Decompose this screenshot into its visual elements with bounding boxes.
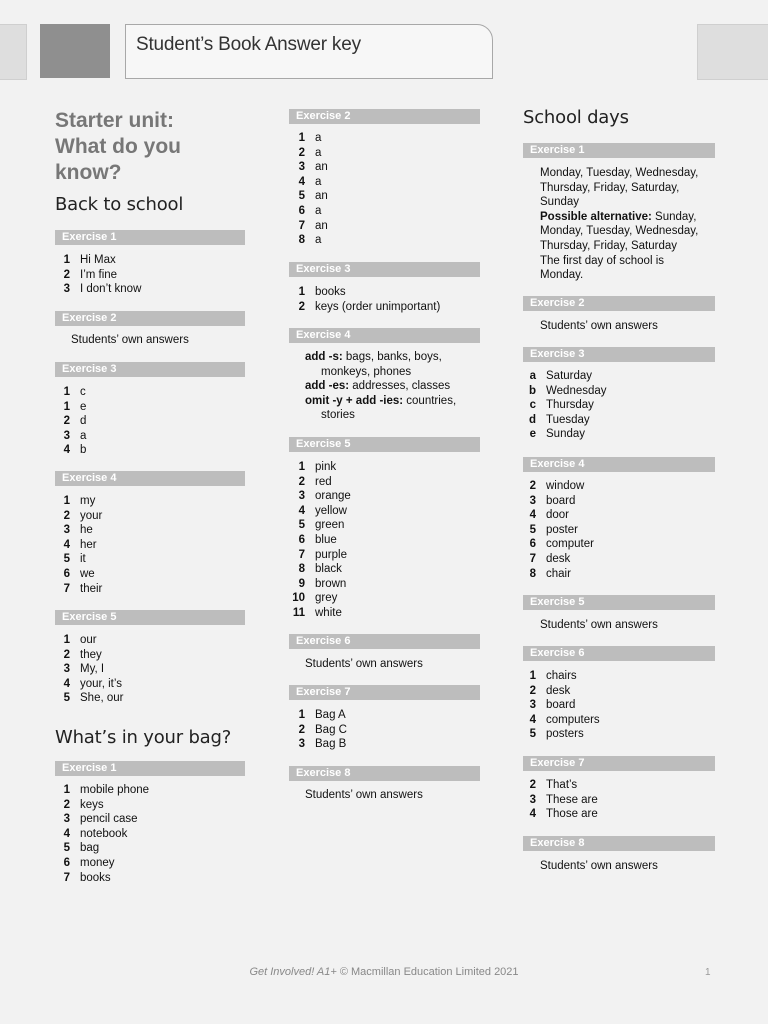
- item-number: 5: [529, 728, 536, 741]
- item-answer: Hi Max: [80, 254, 116, 266]
- answer-list: [516, 669, 600, 742]
- item-number: 10: [292, 592, 305, 605]
- item-answer: it: [80, 553, 86, 566]
- exercise-header: Exercise 2: [523, 296, 715, 311]
- exercise-header: Exercise 2: [289, 109, 480, 124]
- item-answer: c: [80, 386, 86, 398]
- list-item: [285, 708, 347, 723]
- list-item: [516, 427, 607, 442]
- item-number: 8: [298, 563, 305, 576]
- list-item: [50, 443, 86, 458]
- list-item: [50, 871, 149, 886]
- item-number: 3: [529, 793, 536, 806]
- item-number: 7: [298, 548, 305, 561]
- answer-list: [516, 369, 607, 442]
- list-item: [50, 429, 86, 444]
- item-answer: an: [315, 219, 328, 232]
- answer-list: [285, 285, 440, 314]
- answer-list: [50, 253, 141, 297]
- list-item: [516, 669, 600, 684]
- item-answer: a: [315, 234, 322, 247]
- unit-title-line-1: Starter unit:: [55, 109, 175, 132]
- rule-text: bags, banks, boys,: [342, 351, 442, 363]
- footer-book-title: Get Involved! A1+: [249, 966, 337, 978]
- item-number: 1: [298, 132, 305, 144]
- item-number: 4: [529, 808, 536, 821]
- list-item: [516, 698, 600, 713]
- answer-text: Students’ own answers: [305, 789, 423, 801]
- item-answer: That’s: [546, 779, 578, 791]
- answer-line: Monday, Tuesday, Wednesday,: [540, 225, 699, 238]
- answer-line: Monday.: [540, 269, 584, 282]
- list-item: [50, 648, 123, 663]
- item-number: 1: [529, 670, 536, 682]
- list-item: [285, 518, 351, 533]
- item-answer: She, our: [80, 692, 124, 705]
- list-item: [516, 713, 600, 728]
- item-answer: pink: [315, 461, 337, 473]
- rule-label: add -s:: [305, 351, 343, 363]
- item-answer: My, I: [80, 663, 105, 676]
- item-answer: mobile phone: [80, 784, 150, 796]
- item-number: 8: [529, 567, 536, 580]
- list-item: [285, 189, 328, 204]
- item-number: 7: [63, 582, 70, 595]
- exercise-header: Exercise 3: [523, 347, 715, 362]
- list-item: [285, 562, 351, 577]
- item-answer: desk: [546, 684, 571, 697]
- item-number: 5: [63, 842, 70, 855]
- page-number: 1: [705, 967, 711, 978]
- item-number: 2: [63, 798, 70, 811]
- answer-text: Students’ own answers: [540, 619, 658, 631]
- item-number: 1: [63, 254, 70, 266]
- item-answer: pencil case: [80, 813, 138, 826]
- item-answer: orange: [315, 490, 351, 503]
- list-item: [50, 538, 102, 553]
- item-answer: our: [80, 634, 97, 646]
- item-number: 1: [63, 400, 70, 413]
- item-number: 3: [63, 283, 70, 296]
- item-number: 6: [298, 533, 305, 546]
- item-answer: computer: [546, 538, 594, 551]
- item-answer: an: [315, 161, 328, 174]
- list-item: [285, 606, 351, 621]
- exercise-header: Exercise 4: [55, 471, 245, 486]
- item-answer: your: [80, 509, 103, 522]
- item-number: 3: [298, 161, 305, 174]
- exercise-header: Exercise 7: [289, 685, 480, 700]
- item-answer: a: [315, 175, 322, 188]
- item-answer: books: [80, 871, 111, 884]
- rule-text: stories: [321, 409, 355, 422]
- left-edge-tab: [0, 24, 27, 80]
- item-number: 4: [63, 444, 70, 457]
- item-number: 1: [63, 495, 70, 507]
- item-answer: notebook: [80, 827, 128, 840]
- list-item: [516, 552, 594, 567]
- list-item: [50, 523, 102, 538]
- item-number: 11: [292, 606, 305, 619]
- answer-list: [50, 633, 123, 706]
- item-answer: board: [546, 699, 576, 712]
- item-number: 2: [298, 300, 305, 313]
- list-item: [50, 582, 102, 597]
- list-item: [285, 146, 328, 161]
- item-answer: black: [315, 563, 342, 576]
- item-number: 1: [63, 784, 70, 796]
- list-item: [50, 552, 102, 567]
- rule-text: monkeys, phones: [321, 365, 412, 378]
- item-answer: purple: [315, 548, 347, 561]
- exercise-header: Exercise 4: [289, 328, 480, 343]
- item-number: 6: [63, 567, 70, 580]
- list-item: [516, 567, 594, 582]
- list-item: [516, 508, 594, 523]
- list-item: [285, 723, 347, 738]
- item-number: 4: [529, 509, 536, 522]
- item-answer: red: [315, 475, 332, 488]
- item-answer: keys: [80, 798, 104, 811]
- item-number: 3: [529, 699, 536, 712]
- answer-text: Students’ own answers: [305, 658, 423, 670]
- item-answer: keys (order unimportant): [315, 300, 441, 313]
- item-answer: your, it’s: [80, 677, 122, 690]
- list-item: [50, 567, 102, 582]
- item-answer: a: [315, 204, 322, 217]
- item-number: e: [529, 428, 536, 441]
- exercise-header: Exercise 3: [55, 362, 245, 377]
- list-item: [285, 591, 351, 606]
- list-item: [50, 282, 141, 297]
- item-number: 3: [298, 738, 305, 751]
- item-answer: b: [80, 444, 87, 457]
- answer-list: [285, 460, 351, 621]
- item-number: 2: [63, 509, 70, 522]
- item-number: 4: [529, 713, 536, 726]
- list-item: [285, 577, 351, 592]
- item-answer: board: [546, 494, 576, 507]
- item-number: 1: [298, 709, 305, 721]
- answer-line: Sunday: [540, 196, 580, 209]
- item-number: 5: [298, 190, 305, 203]
- answer-line: Monday, Tuesday, Wednesday,: [540, 167, 699, 179]
- answer-line: Sunday,: [651, 210, 697, 223]
- list-item: [285, 533, 351, 548]
- answer-list: [50, 385, 86, 458]
- item-answer: desk: [546, 552, 571, 565]
- footer-credit: [0, 966, 768, 978]
- rule-label: omit -y + add -ies:: [305, 394, 404, 407]
- item-answer: brown: [315, 577, 347, 590]
- page-title: Student’s Book Answer key: [136, 34, 361, 55]
- item-number: 3: [63, 524, 70, 537]
- item-number: 3: [298, 490, 305, 503]
- item-number: 2: [63, 268, 70, 281]
- list-item: [516, 523, 594, 538]
- item-answer: These are: [546, 793, 598, 806]
- item-answer: Wednesday: [546, 384, 607, 397]
- item-number: 3: [63, 813, 70, 826]
- list-item: [516, 398, 607, 413]
- answer-text: Students’ own answers: [71, 334, 189, 346]
- item-number: 1: [63, 386, 70, 398]
- answer-list: [285, 708, 347, 752]
- list-item: [50, 268, 141, 283]
- item-number: 2: [529, 684, 536, 697]
- item-number: c: [529, 399, 536, 412]
- list-item: [516, 369, 607, 384]
- item-answer: a: [80, 429, 87, 442]
- answer-paragraph: [540, 166, 698, 283]
- item-answer: bag: [80, 842, 100, 855]
- exercise-header: Exercise 4: [523, 457, 715, 472]
- item-answer: Saturday: [546, 370, 593, 382]
- list-item: [285, 204, 328, 219]
- answer-list: [285, 131, 328, 248]
- list-item: [516, 684, 600, 699]
- list-item: [516, 727, 600, 742]
- exercise-header: Exercise 8: [523, 836, 715, 851]
- list-item: [516, 494, 594, 509]
- item-number: 4: [63, 677, 70, 690]
- exercise-header: Exercise 2: [55, 311, 245, 326]
- section-title-back-to-school: Back to school: [55, 194, 184, 215]
- answer-line: Thursday, Friday, Saturday: [540, 239, 677, 252]
- exercise-header: Exercise 1: [523, 143, 715, 158]
- list-item: [50, 633, 123, 648]
- item-answer: grey: [315, 592, 338, 605]
- item-answer: books: [315, 286, 346, 298]
- item-number: 2: [298, 475, 305, 488]
- section-title-school-days: School days: [523, 107, 629, 128]
- list-item: [285, 475, 351, 490]
- item-answer: Bag A: [315, 709, 346, 721]
- item-answer: e: [80, 400, 87, 413]
- item-answer: their: [80, 582, 103, 595]
- item-answer: I don’t know: [80, 283, 142, 296]
- item-answer: posters: [546, 728, 584, 741]
- item-number: 4: [298, 504, 305, 517]
- list-item: [285, 285, 440, 300]
- list-item: [516, 479, 594, 494]
- item-answer: Those are: [546, 808, 598, 821]
- item-number: 7: [529, 552, 536, 565]
- item-number: d: [528, 413, 536, 426]
- item-answer: door: [546, 509, 570, 522]
- footer-copyright: © Macmillan Education Limited 2021: [336, 966, 519, 978]
- exercise-header: Exercise 5: [55, 610, 245, 625]
- item-number: 1: [298, 286, 305, 298]
- item-number: 2: [298, 146, 305, 159]
- item-answer: window: [546, 480, 585, 492]
- item-number: 4: [298, 175, 305, 188]
- exercise-header: Exercise 1: [55, 230, 245, 245]
- list-item: [285, 300, 440, 315]
- section-title-whats-in-your-bag: What’s in your bag?: [55, 727, 232, 748]
- list-item: [516, 537, 594, 552]
- item-number: 2: [63, 648, 70, 661]
- item-answer: Bag B: [315, 738, 347, 751]
- item-answer: a: [315, 146, 322, 159]
- list-item: [285, 175, 328, 190]
- item-number: 3: [63, 663, 70, 676]
- unit-title-line-3: know?: [55, 161, 122, 184]
- list-item: [516, 807, 598, 822]
- exercise-header: Exercise 6: [523, 646, 715, 661]
- item-number: 6: [529, 538, 536, 551]
- list-item: [50, 253, 141, 268]
- item-number: 9: [298, 577, 305, 590]
- list-item: [50, 677, 123, 692]
- rule-label: add -es:: [305, 380, 350, 393]
- item-answer: Tuesday: [546, 413, 590, 426]
- list-item: [50, 509, 102, 524]
- list-item: [285, 737, 347, 752]
- list-item: [516, 793, 598, 808]
- item-answer: d: [80, 415, 87, 428]
- item-answer: chairs: [546, 670, 577, 682]
- item-number: 3: [63, 429, 70, 442]
- item-number: 6: [298, 204, 305, 217]
- exercise-header: Exercise 6: [289, 634, 480, 649]
- list-item: [50, 494, 102, 509]
- item-answer: we: [80, 567, 95, 580]
- list-item: [285, 233, 328, 248]
- item-number: 1: [298, 461, 305, 473]
- exercise-header: Exercise 5: [523, 595, 715, 610]
- answer-label: Possible alternative:: [540, 210, 652, 223]
- list-item: [50, 414, 86, 429]
- item-number: 4: [63, 827, 70, 840]
- item-number: 2: [63, 415, 70, 428]
- list-item: [285, 548, 351, 563]
- item-number: 2: [529, 779, 536, 791]
- item-number: 7: [63, 871, 70, 884]
- item-answer: an: [315, 190, 328, 203]
- list-item: [50, 662, 123, 677]
- item-answer: computers: [546, 713, 600, 726]
- item-number: 2: [529, 480, 536, 492]
- unit-title-line-2: What do you: [55, 135, 181, 158]
- exercise-header: Exercise 1: [55, 761, 245, 776]
- answer-rules: [305, 350, 456, 423]
- answer-list: [516, 778, 598, 822]
- item-answer: Bag C: [315, 723, 347, 736]
- item-answer: Thursday: [546, 399, 594, 412]
- list-item: [516, 384, 607, 399]
- list-item: [516, 413, 607, 428]
- list-item: [50, 783, 149, 798]
- item-answer: her: [80, 538, 97, 551]
- header-title-box: [125, 24, 493, 79]
- item-number: 3: [529, 494, 536, 507]
- list-item: [50, 827, 149, 842]
- item-number: 4: [63, 538, 70, 551]
- header-color-block: [40, 24, 110, 78]
- item-number: 5: [529, 523, 536, 536]
- item-answer: green: [315, 519, 345, 532]
- answer-text: Students’ own answers: [540, 860, 658, 872]
- list-item: [285, 489, 351, 504]
- item-answer: white: [315, 606, 342, 619]
- answer-line: The first day of school is: [540, 254, 664, 267]
- item-number: 2: [298, 723, 305, 736]
- item-answer: blue: [315, 533, 337, 546]
- item-answer: chair: [546, 567, 571, 580]
- answer-list: [50, 783, 149, 885]
- list-item: [50, 400, 86, 415]
- right-edge-tab: [697, 24, 768, 80]
- item-answer: Sunday: [546, 428, 586, 441]
- exercise-header: Exercise 3: [289, 262, 480, 277]
- rule-text: countries,: [403, 394, 457, 407]
- item-number: 8: [298, 234, 305, 247]
- answer-list: [516, 479, 594, 581]
- item-number: 5: [63, 692, 70, 705]
- item-number: 5: [298, 519, 305, 532]
- item-answer: poster: [546, 523, 578, 536]
- list-item: [50, 798, 149, 813]
- list-item: [285, 219, 328, 234]
- answer-text: Students’ own answers: [540, 320, 658, 332]
- item-number: b: [528, 384, 536, 397]
- list-item: [285, 504, 351, 519]
- item-answer: they: [80, 648, 102, 661]
- list-item: [516, 778, 598, 793]
- item-answer: a: [315, 132, 322, 144]
- list-item: [50, 841, 149, 856]
- list-item: [50, 856, 149, 871]
- exercise-header: Exercise 8: [289, 766, 480, 781]
- item-number: 5: [63, 553, 70, 566]
- list-item: [50, 385, 86, 400]
- rule-text: addresses, classes: [349, 380, 451, 393]
- answer-list: [50, 494, 102, 596]
- list-item: [285, 160, 328, 175]
- answer-line: Thursday, Friday, Saturday,: [540, 181, 680, 194]
- item-answer: my: [80, 495, 96, 507]
- item-answer: money: [80, 856, 115, 869]
- item-answer: I’m fine: [80, 268, 118, 281]
- list-item: [50, 691, 123, 706]
- list-item: [285, 131, 328, 146]
- item-number: 1: [63, 634, 70, 646]
- item-number: a: [529, 370, 536, 382]
- item-number: 7: [298, 219, 305, 232]
- item-answer: he: [80, 524, 93, 537]
- exercise-header: Exercise 5: [289, 437, 480, 452]
- exercise-header: Exercise 7: [523, 756, 715, 771]
- item-answer: yellow: [315, 504, 347, 517]
- item-number: 6: [63, 856, 70, 869]
- list-item: [285, 460, 351, 475]
- list-item: [50, 812, 149, 827]
